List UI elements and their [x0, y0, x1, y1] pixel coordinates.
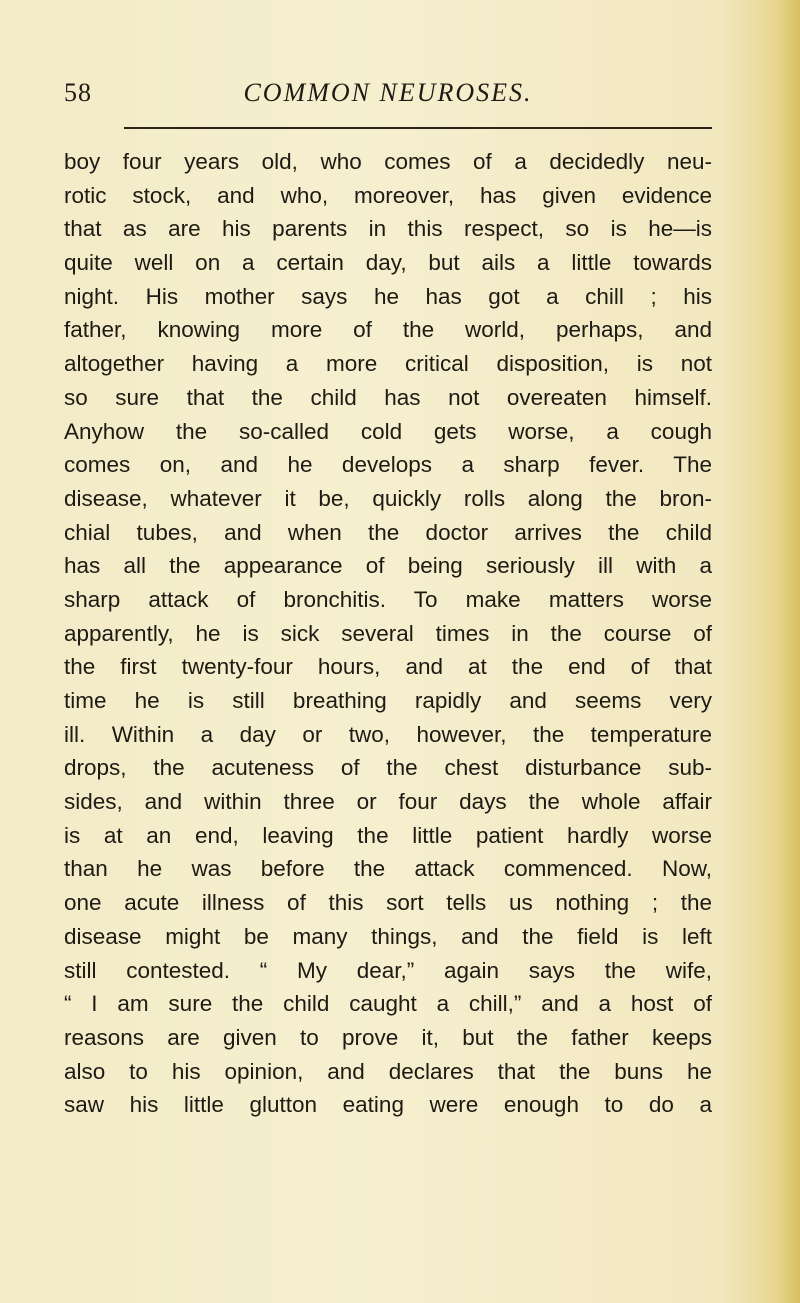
text-line: so sure that the child has not overeaten himself. [64, 384, 712, 410]
text-line: one acute illness of this sort tells us nothing ; the [64, 890, 712, 916]
page-header [64, 78, 712, 118]
text-line: time he is still breathing rapidly and seems very [64, 688, 712, 713]
text-line: “ I am sure the child caught a chill,” and a host of [64, 991, 712, 1017]
text-line: chial tubes, and when the doctor arrives the child [64, 519, 712, 545]
text-line: comes on, and he develops a sharp fever. The [64, 452, 712, 478]
text-line: than he was before the attack commenced. Now, [64, 856, 712, 882]
text-line: is at an end, leaving the little patient hardly worse [64, 822, 712, 848]
text-line: ill. Within a day or two, however, the temperature [64, 721, 712, 747]
body-text [64, 145, 712, 1122]
text-line: altogether having a more critical disposition, is not [64, 351, 712, 377]
text-line: boy four years old, who comes of a decidedly neu- [64, 149, 712, 174]
text-line: father, knowing more of the world, perhaps, and [64, 317, 712, 343]
text-line: still contested. “ My dear,” again says the wife, [64, 957, 712, 983]
text-line: night. His mother says he has got a chill ; his [64, 283, 712, 309]
text-line: reasons are given to prove it, but the father keeps [64, 1024, 712, 1050]
text-line: rotic stock, and who, moreover, has given evidence [64, 182, 712, 208]
text-line: quite well on a certain day, but ails a little towards [64, 250, 712, 276]
text-line: also to his opinion, and declares that the buns he [64, 1058, 712, 1084]
text-line: has all the appearance of being seriously ill with a [64, 553, 712, 579]
text-line: sharp attack of bronchitis. To make matters worse [64, 586, 712, 612]
text-line: drops, the acuteness of the chest disturbance sub- [64, 755, 712, 781]
text-line: the first twenty-four hours, and at the end of that [64, 654, 712, 680]
text-line: Anyhow the so-called cold gets worse, a cough [64, 418, 712, 444]
text-line: apparently, he is sick several times in the course of [64, 620, 712, 646]
page-number: 58 [64, 78, 92, 107]
text-line: disease might be many things, and the field is left [64, 923, 712, 949]
header-rule [124, 127, 712, 129]
text-line: sides, and within three or four days the whole affair [64, 789, 712, 815]
running-head: COMMON NEUROSES. [243, 78, 533, 107]
text-line: disease, whatever it be, quickly rolls along the bron- [64, 485, 712, 511]
text-line: saw his little glutton eating were enough to do a [64, 1092, 712, 1118]
text-line: that as are his parents in this respect, so is he—is [64, 216, 712, 242]
